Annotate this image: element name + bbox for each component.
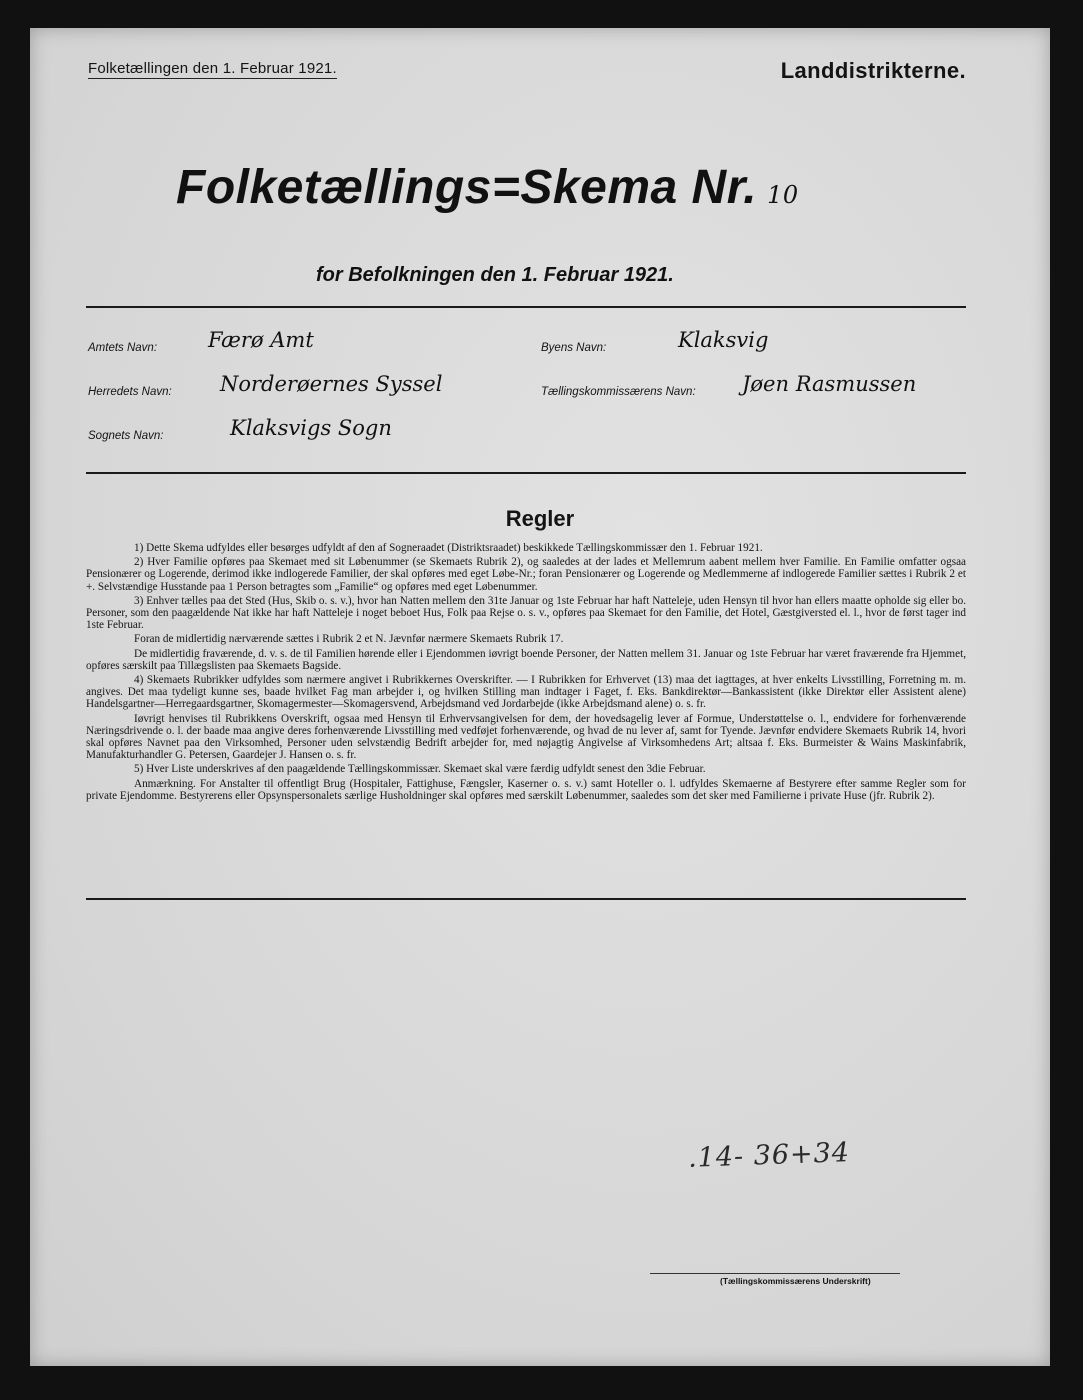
rule-3-note-present: Foran de midlertidig nærværende sættes i Rubrik 2 et N. Jævnfør nærmere Skemaets Rubrik 17. bbox=[134, 633, 564, 646]
form-title bbox=[176, 160, 799, 215]
byens-label: Byens Navn: bbox=[541, 342, 607, 354]
rule-2: 2) Hver Familie opføres paa Skemaet med sit Løbenummer (se Skemaets Rubrik 2), og saaledes at der lades et Mellemrum aabent mellem hver Familie. En Familie omfatter ogsaa Pensionærer og Logerende, derimod ikke indlogerede Familier, der skal opføres med eget Løbe-Nr.; foran Pensionærer og Logerende og Medlemmerne af indlogerede Familier sættes i Rubrik 2 et +. Selvstændige Husstande paa 1 Person betragtes som „Familie“ og opføres med eget Løbenummer. bbox=[86, 556, 966, 593]
rule-1: 1) Dette Skema udfyldes eller besørges udfyldt af den af Sogneraadet (Distriktsraadet) beskikkede Tællingskommissær den 1. Februar 1921. bbox=[134, 542, 763, 554]
handwritten-annotation: .14- 36+34 bbox=[687, 1137, 851, 1174]
signature-caption: (Tællingskommissærens Underskrift) bbox=[720, 1276, 871, 1286]
rules-heading: Regler bbox=[505, 506, 575, 531]
form-number: 10 bbox=[767, 181, 799, 209]
rule-3-note-absent: De midlertidig fraværende, d. v. s. de til Familien hørende eller i Ejendommen iøvrigt boende Personer, der Natten mellem 31. Januar og 1ste Februar har været fraværende fra Hjemmet, opføres særskilt paa Tillægslisten paa Skemaets Bagside. bbox=[86, 647, 966, 672]
rule-4: 4) Skemaets Rubrikker udfyldes som nærmere angivet i Rubrikkernes Overskrifter. — I Rubrikken for Erhvervet (13) maa det iagttages, at hver enkelts Livsstilling, Forretning m. m. angives. Det maa tydeligt kunne ses, baade hvilket Fag man arbejder i, og hvilken Stilling man indtager i Faget, f. Eks. Bankdirektør—Bankassistent (ikke Direktør eller Assistent alene) Handelsgartner—Herregaardsgartner, Skomagermester—Skomagersvend, Arbejdsmand ved Jordarbejde (ikke Arbejdsmand alene) o. s. fr. bbox=[86, 674, 966, 711]
rule-annotation: Anmærkning. For Anstalter til offentligt Brug (Hospitaler, Fattighuse, Fængsler, Kaserner o. s. v.) samt Hoteller o. l. udfyldes Skemaerne af Bestyrere efter samme Regler som for private Ejendomme. Bestyrerens eller Opsynspersonalets særlige Husholdninger skal opføres med særskilt Løbenummer, saaledes som det sker med Familierne i private Huse (jfr. Rubrik 2). bbox=[86, 777, 966, 802]
scan-border-right bbox=[1050, 0, 1083, 1400]
herred-label: Herredets Navn: bbox=[88, 386, 172, 398]
header-district-type: Landdistrikterne. bbox=[780, 58, 966, 83]
census-form-page bbox=[30, 28, 1050, 1366]
kommissaer-value: Jøen Rasmussen bbox=[742, 372, 917, 396]
divider-bottom bbox=[86, 898, 966, 900]
sogn-value: Klaksvigs Sogn bbox=[230, 416, 392, 440]
header-census-date: Folketællingen den 1. Februar 1921. bbox=[88, 60, 337, 77]
scan-border-left bbox=[0, 0, 30, 1400]
sogn-label: Sognets Navn: bbox=[88, 430, 164, 442]
divider-top bbox=[86, 306, 966, 308]
form-subtitle: for Befolkningen den 1. Februar 1921. bbox=[316, 264, 674, 286]
rule-3: 3) Enhver tælles paa det Sted (Hus, Skib o. s. v.), hvor han Natten mellem den 31te Januar og 1ste Februar har haft Natteleje, uden Hensyn til hvor han ellers maatte opholde sig eller bo. Personer, som den paagældende Nat ikke har haft Natteleje i noget beboet Hus, Folk paa Rejse o. s. v., opføres paa Skemaet for den Familie, det Hotel, Gæstgiversted el. l., hvor de først tager ind 1ste Februar. bbox=[86, 594, 966, 632]
amt-label: Amtets Navn: bbox=[88, 342, 158, 354]
signature-line bbox=[650, 1273, 900, 1274]
form-title-text: Folketællings=Skema Nr. bbox=[176, 161, 758, 214]
amt-value: Færø Amt bbox=[208, 328, 314, 352]
scan-border-bottom bbox=[0, 1366, 1083, 1400]
rule-5: 5) Hver Liste underskrives af den paagældende Tællingskommissær. Skemaet skal være færdig udfyldt senest den 3die Februar. bbox=[134, 763, 706, 776]
herred-value: Norderøernes Syssel bbox=[220, 372, 443, 396]
scan-border-top bbox=[0, 0, 1083, 28]
byens-value: Klaksvig bbox=[678, 328, 769, 352]
divider-middle bbox=[86, 472, 966, 474]
rule-4-note: Iøvrigt henvises til Rubrikkens Overskrift, ogsaa med Hensyn til Erhvervsangivelsen for dem, der hovedsagelig lever af Formue, Understøttelse o. l., endvidere for forhenværende Næringsdrivende o. l. der baade maa angive deres forhenværende Livsstilling med vedføjet forhenværende, og hvad de nu lever af, samt for Tyende. Jævnfør endvidere Skemaets Rubrik 14, hvori skal opføres Navnet paa den Virksomhed, Personer uden selvstændig Bedrift arbejder for, med nøjagtig Angivelse af Virksomhedens Art; altsaa f. Eks. Burmeister & Wains Maskinfabrik, Manufakturhandler G. Petersen, Gaardejer J. Hansen o. s. fr. bbox=[86, 712, 966, 762]
kommissaer-label: Tællingskommissærens Navn: bbox=[541, 386, 696, 398]
rules-text bbox=[86, 542, 966, 804]
